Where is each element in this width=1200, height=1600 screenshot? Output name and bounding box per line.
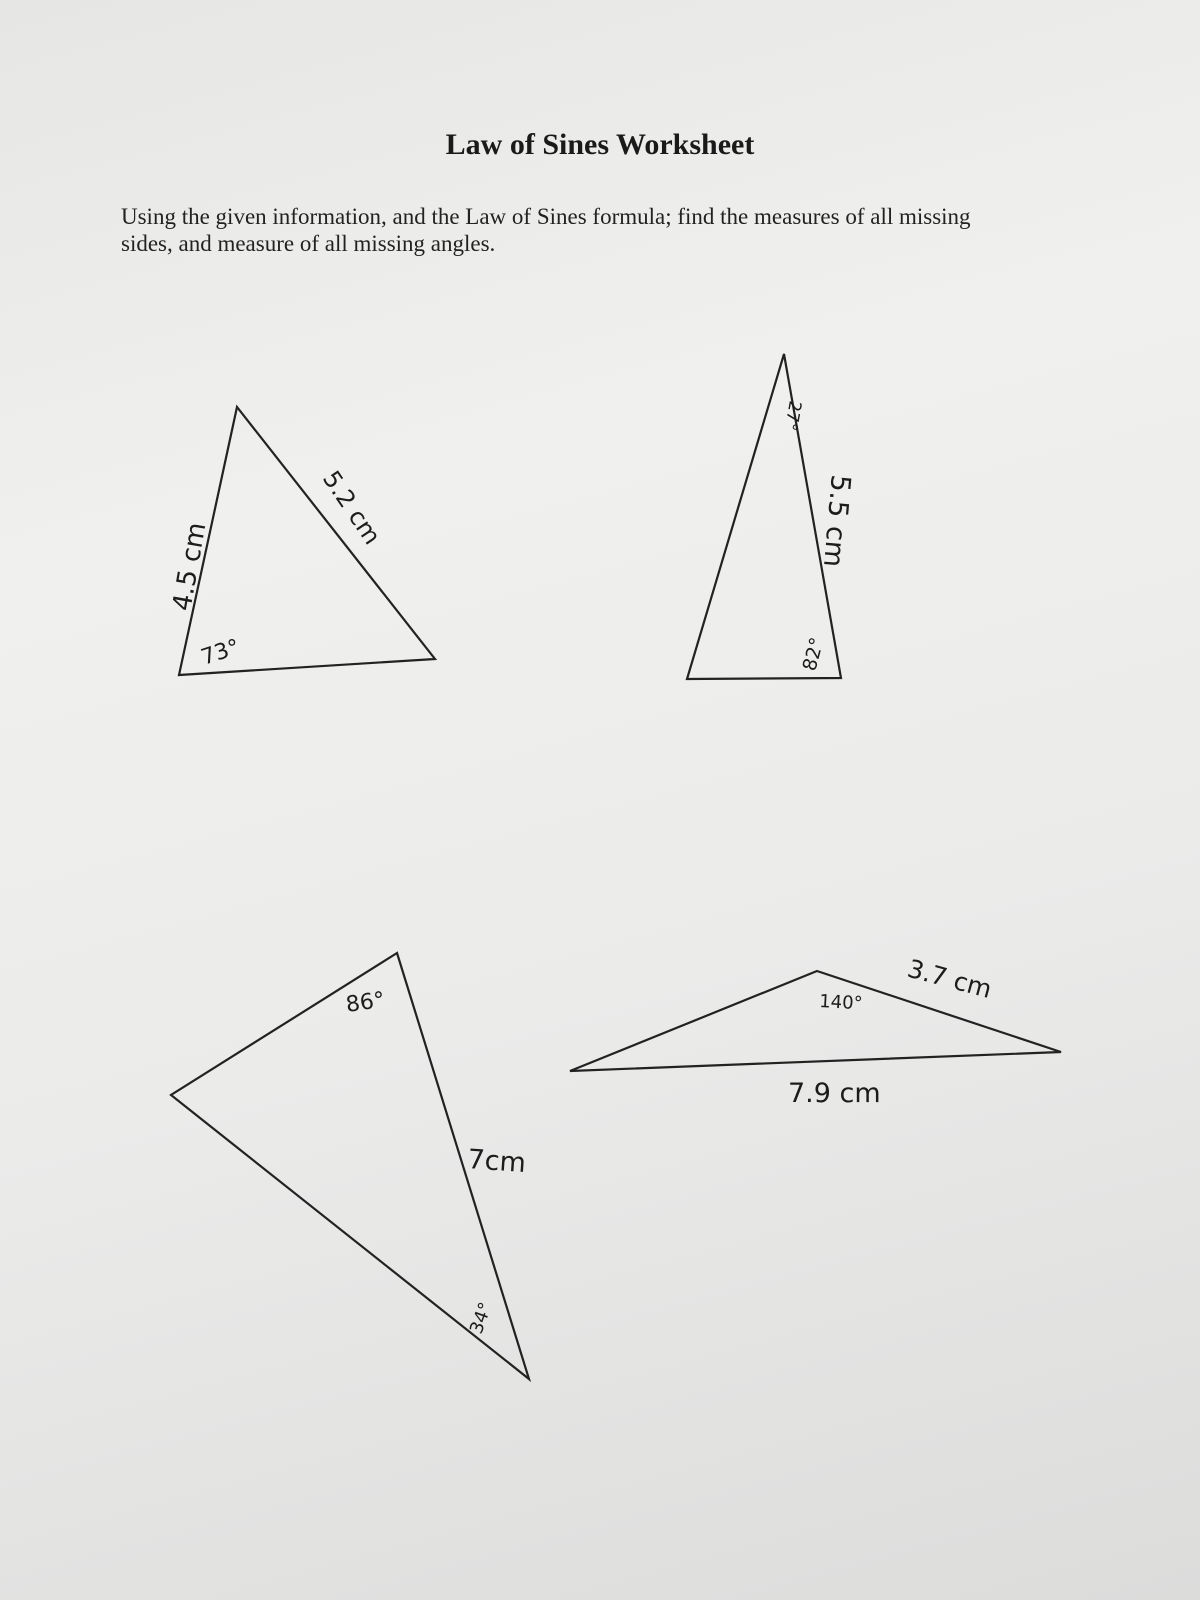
instructions-text: Using the given information, and the Law of Sines formula; find the measures of all missing sides, and measure of all missing angles. <box>121 204 971 256</box>
triangle-3-side-label: 7cm <box>466 1144 527 1180</box>
triangle-1-side-a-label: 4.5 cm <box>167 520 213 614</box>
triangle-3 <box>171 953 529 1379</box>
triangle-1 <box>167 407 435 675</box>
triangle-2-side-label: 5.5 cm <box>816 473 856 569</box>
triangle-1-angle-label: 73° <box>198 634 243 671</box>
triangle-2-angle-top-label: 27° <box>779 399 805 433</box>
triangle-2 <box>687 354 856 679</box>
triangle-4-side-top-label: 3.7 cm <box>904 953 995 1005</box>
triangle-1-shape <box>179 407 435 675</box>
triangle-2-shape <box>687 354 841 679</box>
triangle-4 <box>570 954 1061 1109</box>
worksheet-title: Law of Sines Worksheet <box>445 128 755 161</box>
triangle-4-angle-label: 140° <box>818 991 864 1015</box>
triangle-3-angle-bottom-label: 34° <box>465 1299 497 1337</box>
triangle-3-angle-top-label: 86° <box>344 987 387 1018</box>
triangle-4-side-bottom-label: 7.9 cm <box>788 1078 881 1109</box>
triangle-2-angle-bottom-label: 82° <box>798 635 829 674</box>
triangle-1-side-b-label: 5.2 cm <box>317 465 387 550</box>
